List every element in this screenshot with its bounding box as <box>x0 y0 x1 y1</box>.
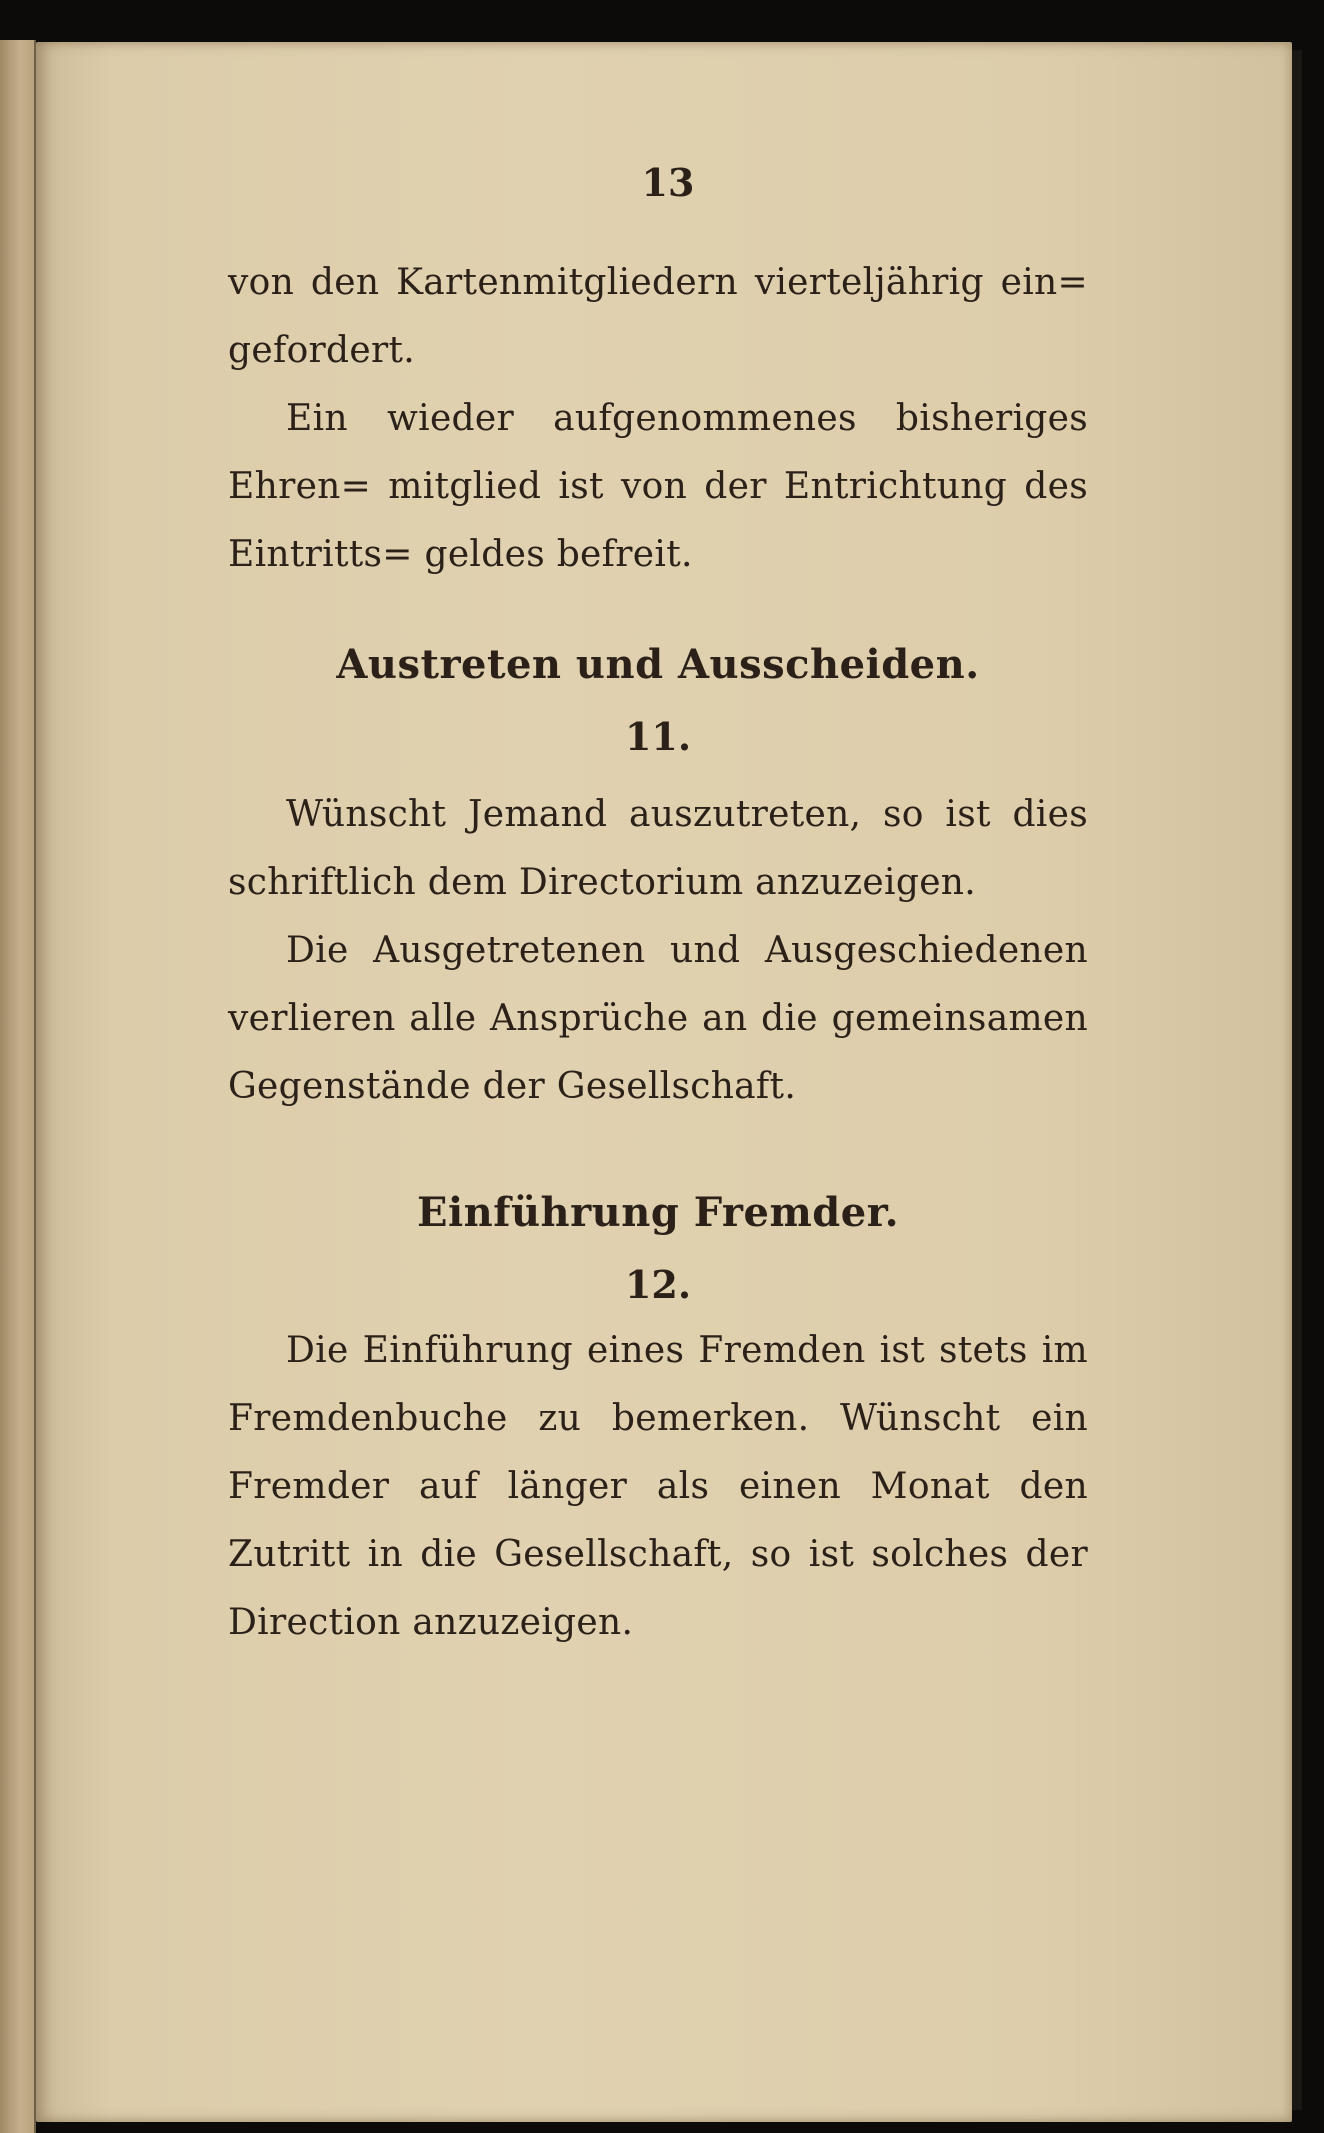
page-right-shadow <box>1292 50 1302 2110</box>
paragraph-guests: Die Einführung eines Fremden ist stets im Fremdenbuche zu bemerken. Wünscht ein Fremder auf länger als einen Monat den Zutritt in die Gesellschaft, so ist solches der Direction anzuzeigen. <box>228 1330 1088 1643</box>
paragraph-honorary-member: Ein wieder aufgenommenes bisheriges Ehren= mitglied ist von der Entrichtung des Eintritts= geldes befreit. <box>228 398 1088 575</box>
page-text-block <box>228 160 1088 1657</box>
paragraph-claims: Die Ausgetretenen und Ausgeschiedenen verlieren alle Ansprüche an die gemeinsamen Gegenstände der Gesellschaft. <box>228 930 1088 1107</box>
left-page-edge <box>0 40 36 2133</box>
paragraph-fees: von den Kartenmitgliedern vierteljährig ein= gefordert. <box>228 262 1088 371</box>
section-heading-austreten: Austreten und Ausscheiden. <box>336 641 980 688</box>
paragraph-withdraw: Wünscht Jemand auszutreten, so ist dies schriftlich dem Directorium anzuzeigen. <box>228 794 1088 903</box>
section-heading-einfuehrung: Einführung Fremder. <box>416 1189 900 1236</box>
page-number: 13 <box>641 160 695 205</box>
section-number-11: 11. <box>624 714 692 759</box>
section-number-12: 12. <box>624 1262 692 1307</box>
